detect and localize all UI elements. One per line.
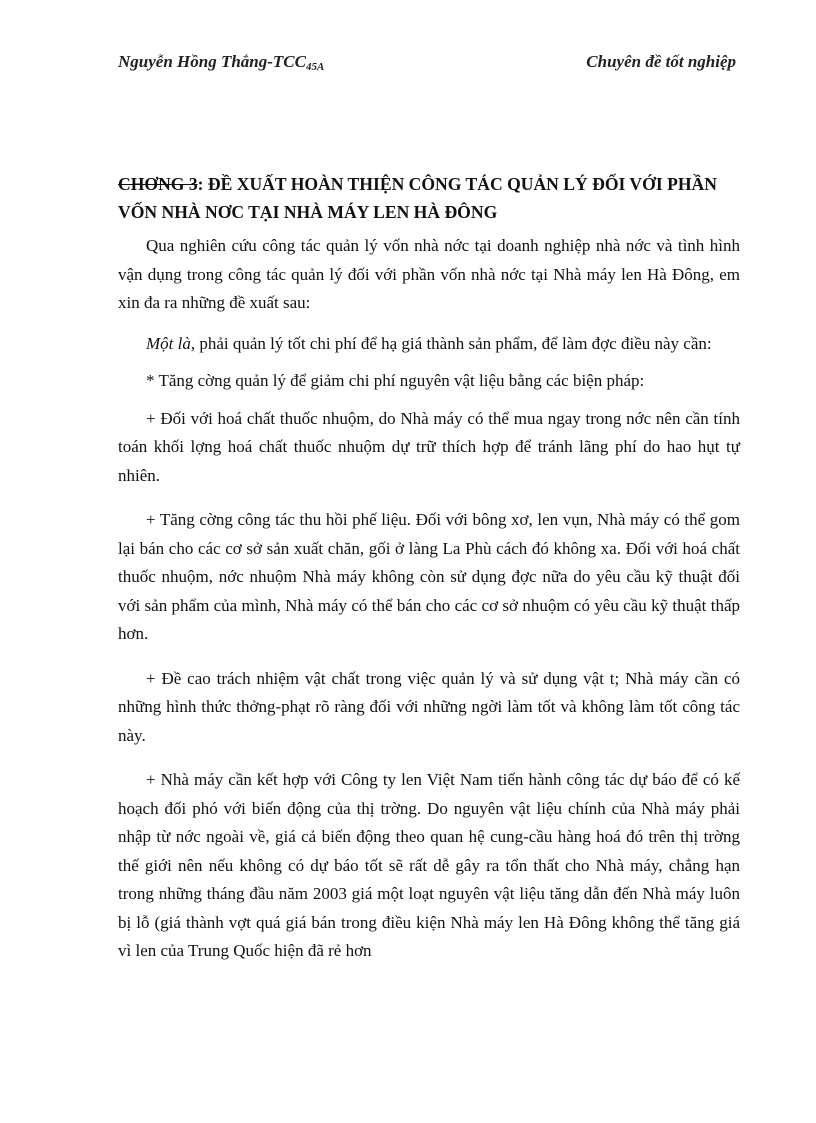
header-author <box>118 52 324 73</box>
first-measure-label: Một là, <box>146 333 196 353</box>
paragraph-first-measure <box>118 330 740 359</box>
header-document-type: Chuyên đề tốt nghiệp <box>586 52 736 71</box>
paragraph-forecasting: + Nhà máy cần kết hợp với Công ty len Việt Nam tiến hành công tác dự báo để có kế hoạch đối phó với biến động của thị trờng. Do nguyên vật liệu chính của Nhà máy phải nhập từ nớc ngoài về, giá cả biến động theo quan hệ cung-cầu hàng hoá đó trên thị trờng thế giới nên nếu không có dự báo tốt sẽ rất dễ gây ra tổn thất cho Nhà máy, chẳng hạn trong những tháng đầu năm 2003 giá một loạt nguyên vật liệu tăng dẫn đến Nhà máy luôn bị lỗ (giá thành vợt quá giá bán trong điều kiện Nhà máy len Hà Đông không thể tăng giá vì len của Trung Quốc hiện đã rẻ hơn <box>118 770 740 960</box>
header-author-name: Nguyễn Hồng Thắng-TCC <box>118 52 306 71</box>
paragraph-material-cost: * Tăng cờng quản lý để giảm chi phí nguyên vật liệu bằng các biện pháp: <box>146 371 645 390</box>
paragraph-intro: Qua nghiên cứu công tác quản lý vốn nhà nớc tại doanh nghiệp nhà nớc và tình hình vận dụng trong công tác quản lý đối với phần vốn nhà nớc tại Nhà máy len Hà Đông, em xin đa ra những đề xuất sau: <box>118 236 740 312</box>
paragraph-scrap-recovery: + Tăng cờng công tác thu hồi phế liệu. Đối với bông xơ, len vụn, Nhà máy có thể gom lại bán cho các cơ sở sản xuất chăn, gối ở làng La Phù cách đó không xa. Đối với hoá chất thuốc nhuộm, nớc nhuộm Nhà máy không còn sử dụng đợc nữa do yêu cầu kỹ thuật đối với sản phẩm của mình, Nhà máy có thể bán cho các cơ sở nhuộm có yêu cầu kỹ thuật thấp hơn. <box>118 510 740 643</box>
first-measure-text: phải quản lý tốt chi phí để hạ giá thành sản phẩm, để làm đợc điều này cần: <box>195 333 712 353</box>
chapter-title <box>118 170 740 226</box>
chapter-number: CHƠNG 3 <box>118 174 198 194</box>
paragraph-dyes: + Đối với hoá chất thuốc nhuộm, do Nhà máy có thể mua ngay trong nớc nên cần tính toán khối lợng hoá chất thuốc nhuộm dự trữ thích hợp để tránh lãng phí do hao hụt tự nhiên. <box>118 408 740 485</box>
chapter-heading: : ĐỀ XUẤT HOÀN THIỆN CÔNG TÁC QUẢN LÝ ĐỐI VỚI PHẦN VỐN NHÀ NƠC TẠI NHÀ MÁY LEN HÀ ĐÔNG <box>118 174 717 222</box>
paragraph-responsibility: + Đề cao trách nhiệm vật chất trong việc quản lý và sử dụng vật t; Nhà máy cần có những hình thức thởng-phạt rõ ràng đối với những ngời làm tốt và không làm tốt công tác này. <box>118 668 740 745</box>
header-author-class: 45A <box>305 61 325 73</box>
document-body <box>118 170 740 966</box>
page-header <box>118 52 736 80</box>
